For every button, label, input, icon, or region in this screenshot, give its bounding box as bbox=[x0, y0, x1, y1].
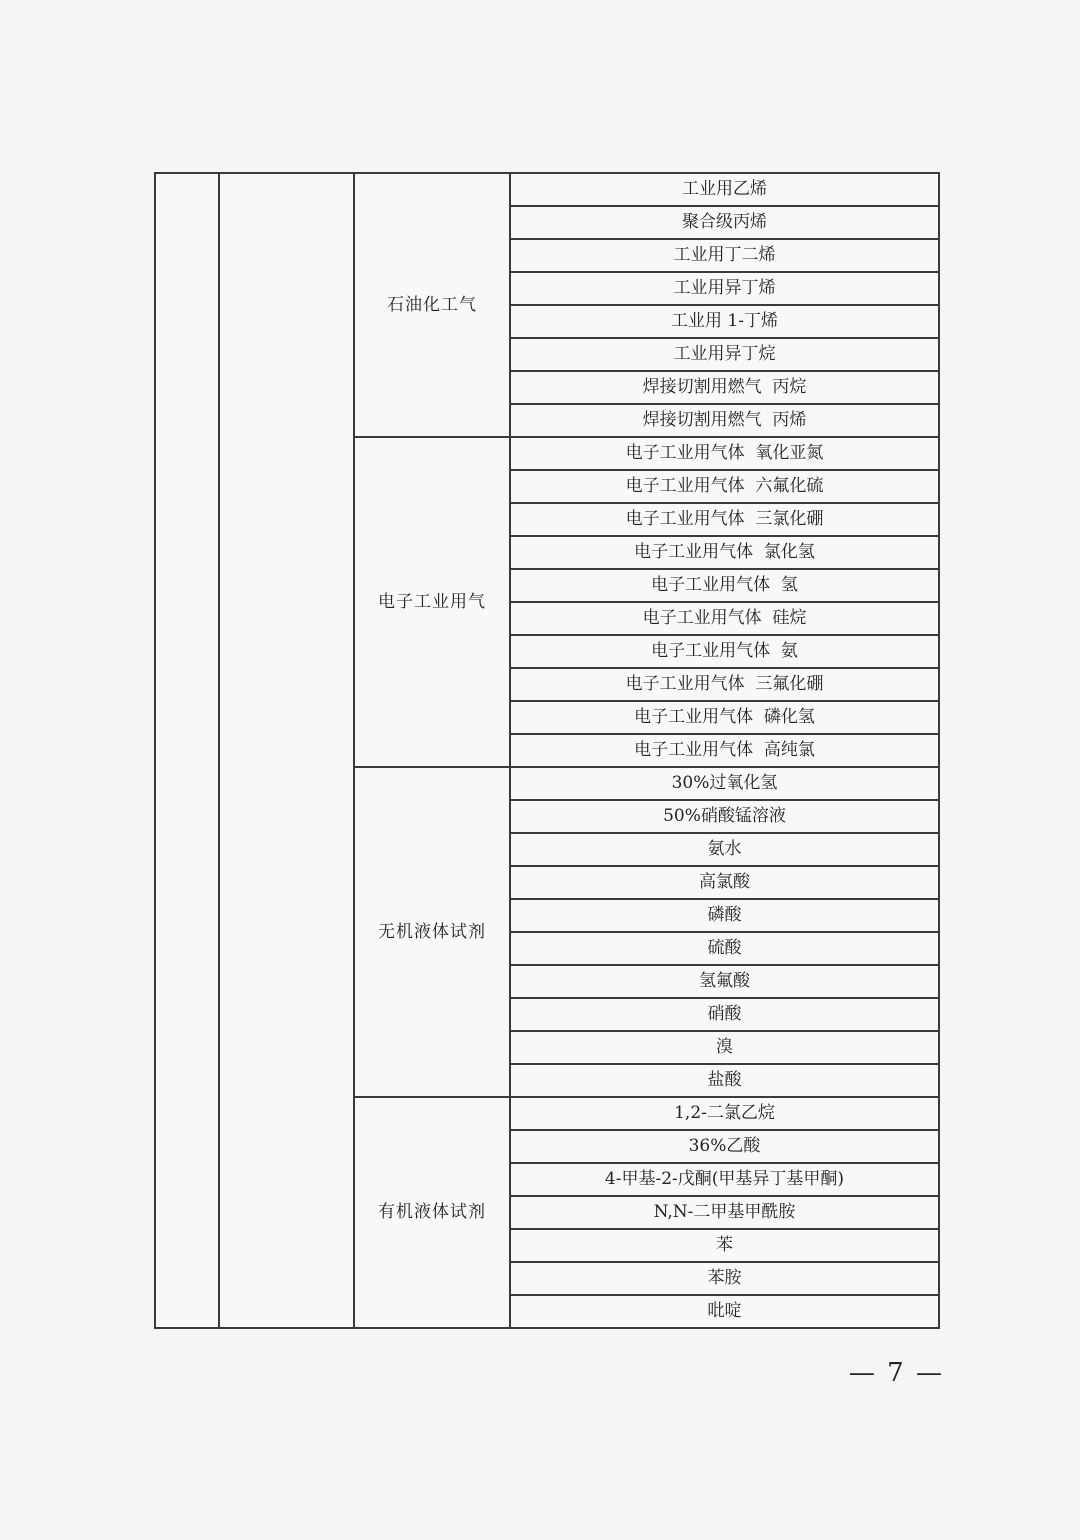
item-cell: 电子工业用气体 六氟化硫 bbox=[510, 470, 939, 503]
item-cell: 聚合级丙烯 bbox=[510, 206, 939, 239]
table-body bbox=[155, 173, 939, 1328]
item-cell: 36%乙酸 bbox=[510, 1130, 939, 1163]
item-cell: 苯胺 bbox=[510, 1262, 939, 1295]
group-name-cell: 电子工业用气 bbox=[354, 437, 510, 767]
item-cell: 电子工业用气体 高纯氯 bbox=[510, 734, 939, 767]
item-cell: 盐酸 bbox=[510, 1064, 939, 1097]
item-cell: 50%硝酸锰溶液 bbox=[510, 800, 939, 833]
item-cell: 工业用异丁烯 bbox=[510, 272, 939, 305]
blank-column-1 bbox=[155, 173, 219, 1328]
item-cell: 电子工业用气体 磷化氢 bbox=[510, 701, 939, 734]
item-cell: 1,2-二氯乙烷 bbox=[510, 1097, 939, 1130]
item-cell: 氢氟酸 bbox=[510, 965, 939, 998]
item-cell: 焊接切割用燃气 丙烯 bbox=[510, 404, 939, 437]
item-cell: 硫酸 bbox=[510, 932, 939, 965]
table-row bbox=[155, 173, 939, 206]
item-cell: 氨水 bbox=[510, 833, 939, 866]
item-cell: 工业用 1-丁烯 bbox=[510, 305, 939, 338]
item-cell: 磷酸 bbox=[510, 899, 939, 932]
item-cell: 焊接切割用燃气 丙烷 bbox=[510, 371, 939, 404]
item-cell: 工业用丁二烯 bbox=[510, 239, 939, 272]
item-cell: 吡啶 bbox=[510, 1295, 939, 1328]
item-cell: 工业用异丁烷 bbox=[510, 338, 939, 371]
item-cell: 溴 bbox=[510, 1031, 939, 1064]
item-cell: 高氯酸 bbox=[510, 866, 939, 899]
product-table bbox=[154, 172, 940, 1329]
group-name-cell: 无机液体试剂 bbox=[354, 767, 510, 1097]
item-cell: 工业用乙烯 bbox=[510, 173, 939, 206]
item-cell: 电子工业用气体 硅烷 bbox=[510, 602, 939, 635]
item-cell: 电子工业用气体 三氯化硼 bbox=[510, 503, 939, 536]
item-cell: 苯 bbox=[510, 1229, 939, 1262]
group-name-cell: 有机液体试剂 bbox=[354, 1097, 510, 1328]
group-name-cell: 石油化工气 bbox=[354, 173, 510, 437]
blank-column-2 bbox=[219, 173, 354, 1328]
item-cell: N,N-二甲基甲酰胺 bbox=[510, 1196, 939, 1229]
item-cell: 4-甲基-2-戊酮(甲基异丁基甲酮) bbox=[510, 1163, 939, 1196]
item-cell: 硝酸 bbox=[510, 998, 939, 1031]
item-cell: 电子工业用气体 氧化亚氮 bbox=[510, 437, 939, 470]
item-cell: 电子工业用气体 氯化氢 bbox=[510, 536, 939, 569]
item-cell: 电子工业用气体 氢 bbox=[510, 569, 939, 602]
item-cell: 电子工业用气体 氨 bbox=[510, 635, 939, 668]
item-cell: 30%过氧化氢 bbox=[510, 767, 939, 800]
page-number: — 7 — bbox=[848, 1358, 944, 1388]
item-cell: 电子工业用气体 三氟化硼 bbox=[510, 668, 939, 701]
